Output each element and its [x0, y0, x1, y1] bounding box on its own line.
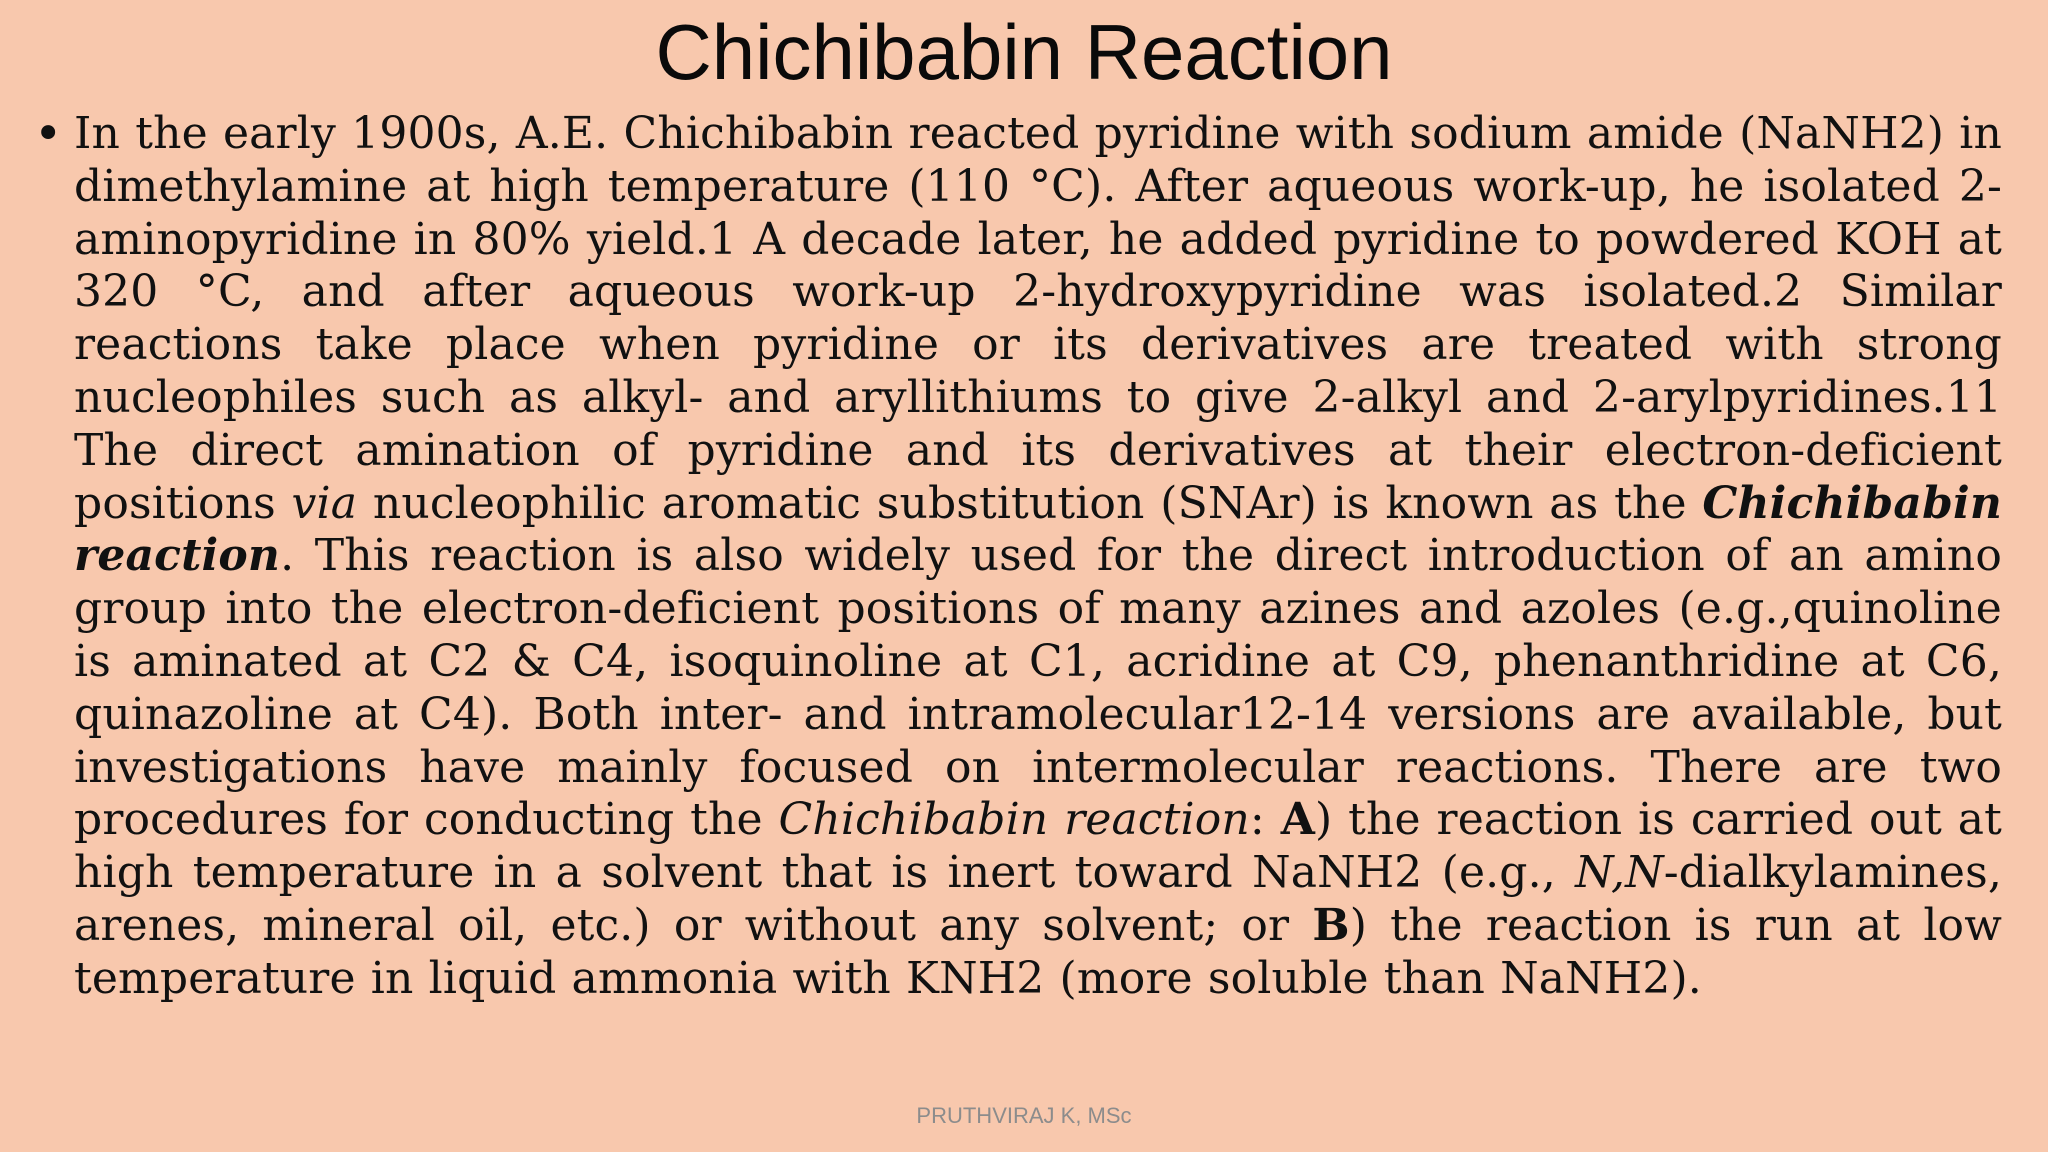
bullet-marker: • — [34, 106, 63, 162]
procedure-b-label: B — [1312, 899, 1350, 951]
paragraph-text-5: ) the reaction is carried out at high temperature in a solvent that is inert toward NaNH2 (e.g., — [74, 794, 2002, 899]
slide-title: Chichibabin Reaction — [655, 8, 1393, 96]
chichibabin-reaction-italic: Chichibabin reaction — [778, 794, 1250, 846]
paragraph-text-6: -dialkylamines, arenes, mineral oil, etc.) or without any solvent; or — [74, 847, 2002, 951]
procedure-a-label: A — [1280, 794, 1315, 846]
paragraph-text-2: nucleophilic aromatic substitution (SNAr) is known as the — [357, 477, 1703, 529]
nn-italic: N,N — [1575, 847, 1664, 899]
paragraph-text-1: In the early 1900s, A.E. Chichibabin reacted pyridine with sodium amide (NaNH2) in dimethylamine at high temperature (110 °C). After aqueous work-up, he isolated 2-aminopyridine in 80% yield.1 A decade later, he added pyridine to powdered KOH at 320 °C, and after aqueous work-up 2-hydroxypyridine was isolated.2 Similar reactions take place when pyridine or its derivatives are treated with strong nucleophiles such as alkyl- and aryllithiums to give 2-alkyl and 2-arylpyridines.11 The direct amination of pyridine and its derivatives at their electron-deficient positions — [74, 108, 2002, 529]
bullet-paragraph — [74, 108, 2002, 1006]
chichibabin-reaction-bold: Chichibabin reaction — [74, 477, 2002, 582]
footer-author: PRUTHVIRAJ K, MSc — [916, 1103, 1132, 1128]
paragraph-text-7: ) the reaction is run at low temperature in liquid ammonia with KNH2 (more soluble than NaNH2). — [74, 899, 2003, 1004]
paragraph-text-4: : — [1249, 794, 1281, 846]
paragraph-text-3: . This reaction is also widely used for the direct introduction of an amino group into the electron-deficient positions of many azines and azoles (e.g.,quinoline is aminated at C2 & C4, isoquinoline at C1, acridine at C9, phenanthridine at C6, quinazoline at C4). Both inter- and intramolecular12-14 versions are available, but investigations have mainly focused on intermolecular reactions. There are two procedures for conducting the — [74, 530, 2002, 846]
via-italic: via — [291, 477, 358, 529]
